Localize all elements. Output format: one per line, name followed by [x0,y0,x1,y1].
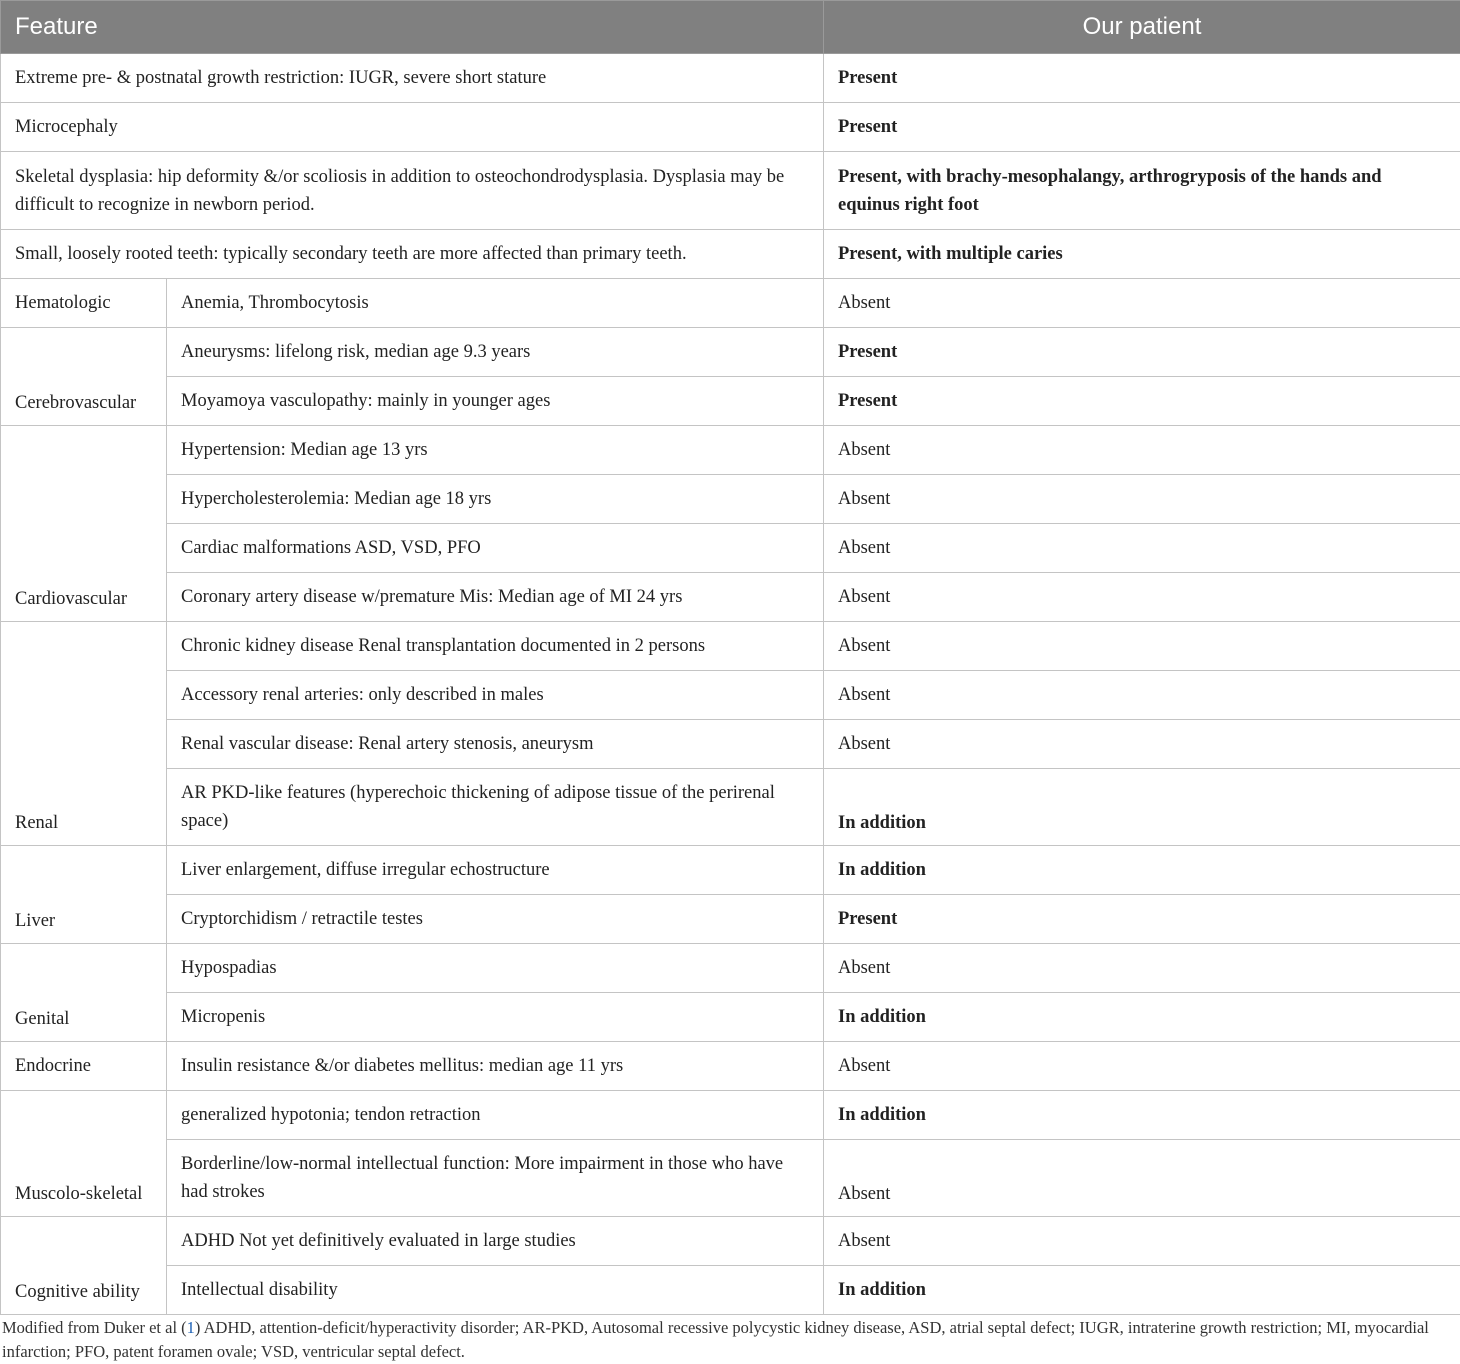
feature-cell: Intellectual disability [167,1266,824,1315]
feature-cell: Microcephaly [1,103,824,152]
feature-cell: Anemia, Thrombocytosis [167,279,824,328]
group-label-renal: Renal [1,622,167,846]
feature-cell: AR PKD-like features (hyperechoic thickening of adipose tissue of the perirenal space) [167,769,824,846]
patient-cell: Absent [824,279,1460,328]
table-row [1,426,1460,475]
feature-cell: Insulin resistance &/or diabetes mellitus: median age 11 yrs [167,1042,824,1091]
feature-cell: Hypertension: Median age 13 yrs [167,426,824,475]
table-row [1,524,1460,573]
feature-cell: Coronary artery disease w/premature Mis: Median age of MI 24 yrs [167,573,824,622]
patient-cell: Present [824,103,1460,152]
patient-cell: Absent [824,524,1460,573]
header-feature: Feature [1,1,824,54]
table-row [1,1091,1460,1140]
feature-cell: Liver enlargement, diffuse irregular echostructure [167,846,824,895]
table-row [1,846,1460,895]
feature-cell: Cryptorchidism / retractile testes [167,895,824,944]
table-header-row [1,1,1460,54]
patient-cell: Absent [824,1140,1460,1217]
table-row [1,1217,1460,1266]
patient-cell: Absent [824,573,1460,622]
feature-cell: Cardiac malformations ASD, VSD, PFO [167,524,824,573]
patient-cell: Present [824,377,1460,426]
table-row [1,1266,1460,1315]
table-row [1,1140,1460,1217]
patient-cell: In addition [824,1266,1460,1315]
table-row [1,103,1460,152]
patient-cell: Absent [824,426,1460,475]
table-footnote [2,1316,1458,1364]
patient-cell: Present, with multiple caries [824,230,1460,279]
feature-cell: generalized hypotonia; tendon retraction [167,1091,824,1140]
table-row [1,377,1460,426]
patient-cell: Absent [824,622,1460,671]
table-row [1,573,1460,622]
patient-cell: In addition [824,769,1460,846]
group-label-endocrine: Endocrine [1,1042,167,1091]
table-row [1,230,1460,279]
group-label-cerebrovascular: Cerebrovascular [1,328,167,426]
table-row [1,54,1460,103]
feature-cell: Small, loosely rooted teeth: typically secondary teeth are more affected than primary teeth. [1,230,824,279]
feature-cell: Hypercholesterolemia: Median age 18 yrs [167,475,824,524]
table-row [1,944,1460,993]
feature-cell: ADHD Not yet definitively evaluated in large studies [167,1217,824,1266]
patient-cell: In addition [824,846,1460,895]
patient-cell: Absent [824,944,1460,993]
patient-cell: Present [824,328,1460,377]
group-label-cognitive-ability: Cognitive ability [1,1217,167,1315]
table-row [1,1042,1460,1091]
table-row [1,152,1460,230]
feature-cell: Accessory renal arteries: only described in males [167,671,824,720]
patient-cell: Absent [824,475,1460,524]
feature-cell: Aneurysms: lifelong risk, median age 9.3 years [167,328,824,377]
table-row [1,671,1460,720]
patient-cell: Absent [824,671,1460,720]
feature-cell: Chronic kidney disease Renal transplantation documented in 2 persons [167,622,824,671]
feature-cell: Hypospadias [167,944,824,993]
footnote-text-end: ) ADHD, attention-deficit/hyperactivity disorder; AR-PKD, Autosomal recessive polycystic kidney disease, ASD, atrial septal defect; IUGR, intraterine growth restriction; MI, myocardial infarction; PFO, patent foramen ovale; VSD, ventricular septal defect. [2,1318,1429,1361]
group-label-liver: Liver [1,846,167,944]
group-label-genital: Genital [1,944,167,1042]
table-row [1,720,1460,769]
feature-cell: Renal vascular disease: Renal artery stenosis, aneurysm [167,720,824,769]
patient-cell: Absent [824,720,1460,769]
group-label-cardiovascular: Cardiovascular [1,426,167,622]
feature-cell: Micropenis [167,993,824,1042]
feature-cell: Extreme pre- & postnatal growth restriction: IUGR, severe short stature [1,54,824,103]
feature-cell: Borderline/low-normal intellectual function: More impairment in those who have had strokes [167,1140,824,1217]
header-our-patient: Our patient [824,1,1460,54]
patient-cell: In addition [824,1091,1460,1140]
patient-cell: Present [824,895,1460,944]
patient-cell: Present [824,54,1460,103]
group-label-muscolo-skeletal: Muscolo-skeletal [1,1091,167,1217]
group-label-hematologic: Hematologic [1,279,167,328]
feature-cell: Moyamoya vasculopathy: mainly in younger ages [167,377,824,426]
table-row [1,328,1460,377]
table-row [1,279,1460,328]
table-row [1,622,1460,671]
patient-cell: Absent [824,1217,1460,1266]
table-row [1,895,1460,944]
table-row [1,475,1460,524]
feature-cell: Skeletal dysplasia: hip deformity &/or scoliosis in addition to osteochondrodysplasia. Dysplasia may be difficult to recognize in newborn period. [1,152,824,230]
reference-link[interactable]: 1 [187,1318,195,1337]
table-row [1,769,1460,846]
patient-cell: In addition [824,993,1460,1042]
patient-cell: Present, with brachy-mesophalangy, arthrogryposis of the hands and equinus right foot [824,152,1460,230]
table-row [1,993,1460,1042]
footnote-text-start: Modified from Duker et al ( [2,1318,187,1337]
patient-cell: Absent [824,1042,1460,1091]
